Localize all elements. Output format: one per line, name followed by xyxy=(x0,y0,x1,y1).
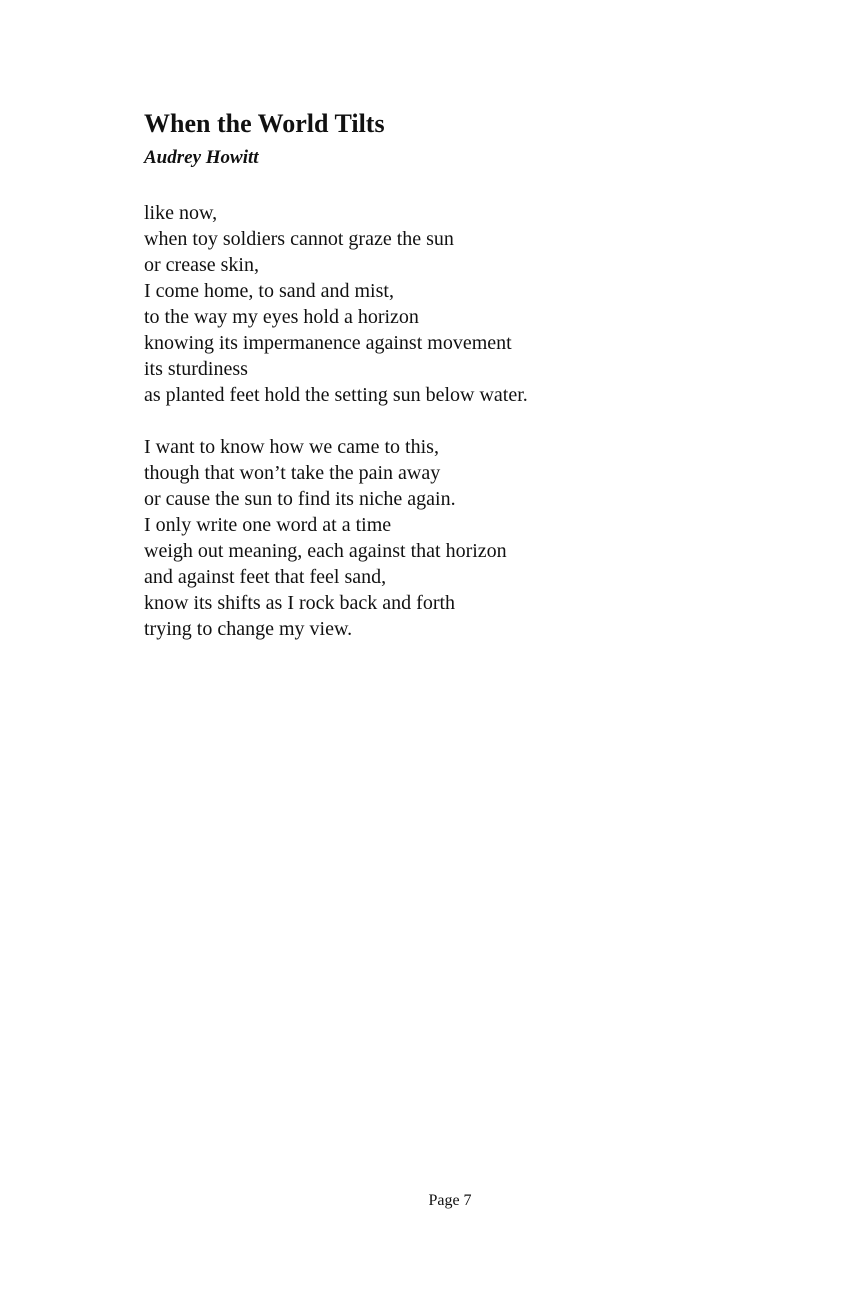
poem-line: when toy soldiers cannot graze the sun xyxy=(144,228,454,250)
poem-line: I want to know how we came to this, xyxy=(144,436,439,458)
poem-line: or crease skin, xyxy=(144,254,259,276)
poem-line: know its shifts as I rock back and forth xyxy=(144,592,456,614)
poem-line: and against feet that feel sand, xyxy=(144,566,387,588)
poem-line: its sturdiness xyxy=(144,358,248,380)
stanza-1 xyxy=(144,200,764,408)
poem-line: knowing its impermanence against movement xyxy=(144,332,512,354)
poem-title: When the World Tilts xyxy=(144,109,385,138)
poem-line: to the way my eyes hold a horizon xyxy=(144,306,419,328)
stanza-2 xyxy=(144,434,764,642)
page-number: Page 7 xyxy=(428,1192,472,1209)
poem-line: as planted feet hold the setting sun below water. xyxy=(144,384,528,406)
poem-line: weigh out meaning, each against that horizon xyxy=(144,540,507,562)
poem-line: I only write one word at a time xyxy=(144,514,392,536)
poem-line: or cause the sun to find its niche again. xyxy=(144,488,456,510)
poem-line: trying to change my view. xyxy=(144,618,353,640)
poem-line: I come home, to sand and mist, xyxy=(144,280,394,302)
poem-line: like now, xyxy=(144,202,218,224)
poem-body xyxy=(144,200,764,668)
poem-line: though that won’t take the pain away xyxy=(144,462,441,484)
poem-author: Audrey Howitt xyxy=(144,147,259,168)
